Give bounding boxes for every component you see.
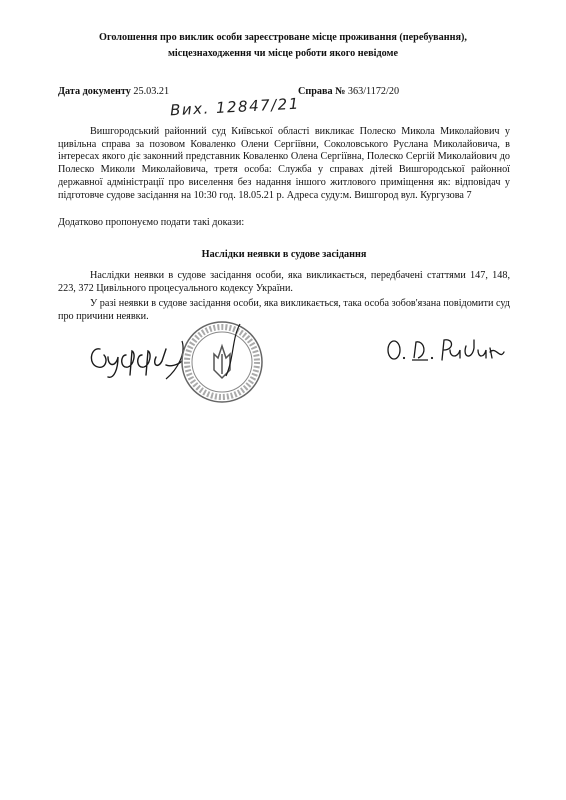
court-seal	[178, 318, 266, 406]
date-value: 25.03.21	[133, 86, 170, 97]
section-heading: Наслідки неявки в судове засідання	[201, 249, 367, 260]
document-date	[58, 86, 169, 97]
title-line-1: Оголошення про виклик особи зареєстроване місце проживання (перебування),	[99, 32, 467, 43]
consequences-paragraph: Наслідки неявки в судове засідання особи, яка викликається, передбачені статтями 147, 148, 223, 372 Цивільного процесуального кодексу України.	[58, 270, 510, 294]
case-label: Справа №	[298, 86, 346, 97]
title-line-2: місцезнаходження чи місце роботи якого невідоме	[167, 48, 399, 59]
handwritten-outgoing-number: Вих. 12847/21	[169, 94, 301, 120]
judge-name-handwritten	[384, 332, 534, 368]
additional-evidence-line: Додатково пропонуємо подати такі докази:	[58, 217, 245, 228]
date-label: Дата документу	[58, 86, 131, 97]
case-value: 363/1172/20	[347, 86, 400, 97]
main-paragraph: Вишгородський районний суд Київської області викликає Полеско Микола Миколайович у цивільна справа за позовом Коваленко Олени Сергіївни, Соколовського Руслана Миколайовича, в інтересах якого діє законний представник Коваленко Олена Сергіївна, Полеско Сергій Миколайович до Полеско Миколи Миколайовича, третя особа: Служба у справах дітей Вишгородської районної державної адміністрації про виселення без надання іншого житлового приміщення як: відповідач у підготовче судове засідання на 10:30 год. 18.05.21 р. Адреса суду:м. Вишгород вул. Кургузова 7	[58, 126, 510, 201]
duty-paragraph: У разі неявки в судове засідання особи, яка викликається, така особа зобов'язана повідомити суд про причини неявки.	[58, 298, 510, 322]
case-number	[298, 86, 399, 97]
document-title	[40, 30, 526, 62]
